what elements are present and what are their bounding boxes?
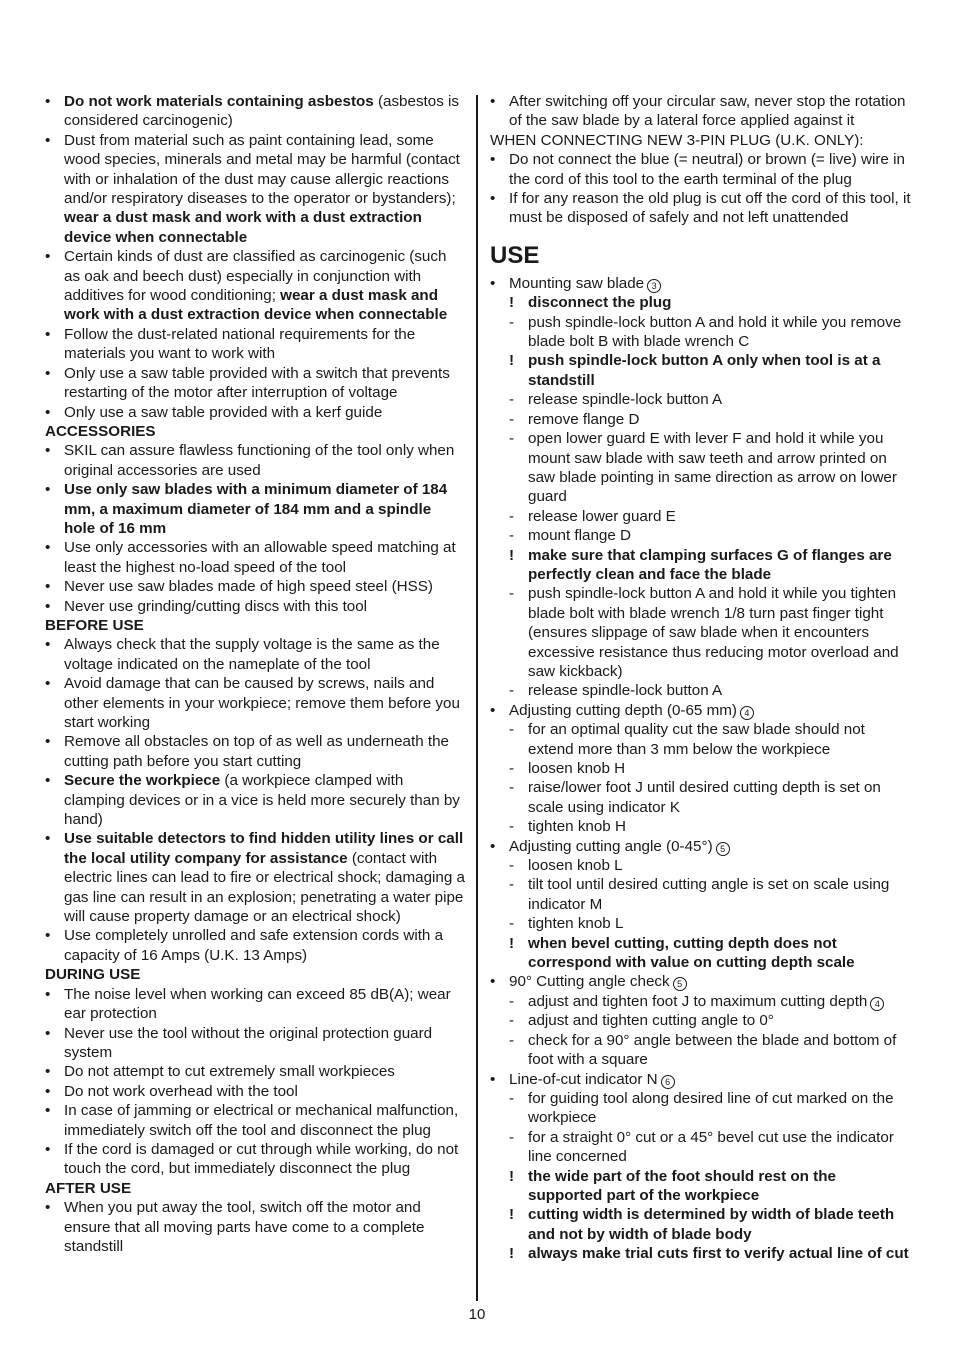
bullet-mark: • — [45, 597, 51, 615]
bullet-mark: • — [45, 733, 51, 751]
sub-step — [509, 1011, 912, 1030]
sub-step — [509, 992, 912, 1011]
text: open lower guard E with lever F and hold it while you mount saw blade with saw teeth and arrow printed on saw blade pointing in same direction as arrow on lower guard — [528, 430, 897, 506]
text: Only use a saw table provided with a kerf guide — [64, 403, 383, 421]
dash-mark: - — [509, 391, 515, 409]
warning-note — [509, 1244, 912, 1263]
text: Do not connect the blue (= neutral) or brown (= live) wire in the cord of this tool to the earth terminal of the plug — [509, 151, 905, 188]
dash-mark: - — [509, 818, 515, 836]
bullet-mark: • — [45, 248, 51, 266]
bullet-item — [45, 635, 465, 674]
dash-mark: - — [509, 857, 515, 875]
item-text — [528, 934, 912, 973]
sub-step — [509, 914, 912, 933]
item-text — [509, 92, 912, 131]
figure-ref-icon: 5 — [673, 977, 687, 991]
item-text — [64, 480, 465, 538]
item-text — [64, 577, 465, 596]
item-text — [64, 985, 465, 1024]
sub-step — [509, 817, 912, 836]
item-text — [64, 403, 465, 422]
text: remove flange D — [528, 410, 640, 428]
bullet-item — [45, 403, 465, 422]
bullet-item — [45, 829, 465, 926]
text: Mounting saw blade — [509, 274, 645, 292]
text: Never use grinding/cutting discs with this tool — [64, 597, 368, 615]
text: adjust and tighten foot J to maximum cutting depth — [528, 992, 868, 1010]
text: the wide part of the foot should rest on the supported part of the workpiece — [528, 1167, 836, 1204]
figure-ref-icon: 6 — [661, 1075, 675, 1089]
dash-mark: - — [509, 1031, 515, 1049]
text: SKIL can assure flawless functioning of the tool only when original accessories are used — [64, 442, 455, 479]
text: for an optimal quality cut the saw blade should not extend more than 3 mm below the workpiece — [528, 721, 865, 758]
item-text — [528, 1167, 912, 1206]
bullet-item — [490, 92, 912, 131]
text: tighten knob H — [528, 818, 626, 836]
dash-mark: - — [509, 430, 515, 448]
bullet-mark: • — [45, 1063, 51, 1081]
dash-mark: - — [509, 313, 515, 331]
sub-step — [509, 720, 912, 759]
text: Do not work overhead with the tool — [64, 1082, 298, 1100]
text: Never use the tool without the original protection guard system — [64, 1024, 433, 1061]
bullet-item — [490, 189, 912, 228]
bullet-item — [45, 325, 465, 364]
text: Never use saw blades made of high speed steel (HSS) — [64, 578, 433, 596]
text: Use completely unrolled and safe extension cords with a capacity of 16 Amps (U.K. 13 Amps) — [64, 927, 444, 964]
bullet-mark: • — [45, 1102, 51, 1120]
dash-mark: - — [509, 507, 515, 525]
sub-step — [509, 778, 912, 817]
bold-text: Use suitable detectors to find hidden utility lines or call the local utility company for assistance — [64, 830, 464, 867]
text: release spindle-lock button A — [528, 682, 723, 700]
bullet-item — [45, 1024, 465, 1063]
warning-note — [509, 1167, 912, 1206]
bullet-item — [45, 131, 465, 247]
item-text — [528, 313, 912, 352]
warning-note — [509, 1205, 912, 1244]
item-text — [64, 1062, 465, 1081]
item-text — [509, 189, 912, 228]
item-text — [64, 364, 465, 403]
bullet-mark: • — [490, 701, 496, 719]
item-text — [64, 829, 465, 926]
bullet-mark: • — [490, 274, 496, 292]
text: If the cord is damaged or cut through while working, do not touch the cord, but immediately disconnect the plug — [64, 1140, 459, 1178]
item-text — [528, 992, 912, 1011]
text: (contact with electric lines can lead to fire or electrical shock; damaging a gas line can result in an explosion; penetrating a water pipe will cause property damage or an electrical shock) — [64, 849, 465, 926]
dash-mark: - — [509, 721, 515, 739]
text: push spindle-lock button A and hold it while you remove blade bolt B with blade wrench C — [528, 313, 902, 351]
text: tilt tool until desired cutting angle is set on scale using indicator M — [528, 876, 890, 913]
figure-ref-icon: 3 — [647, 279, 661, 293]
item-text — [509, 837, 912, 856]
text: Adjusting cutting angle (0-45°) — [509, 837, 713, 855]
dash-mark: - — [509, 915, 515, 933]
item-text — [64, 597, 465, 616]
section-heading: WHEN CONNECTING NEW 3-PIN PLUG (U.K. ONLY): — [490, 131, 864, 149]
section-title: USE — [490, 241, 540, 269]
text: make sure that clamping surfaces G of flanges are perfectly clean and face the blade — [528, 546, 892, 583]
text: adjust and tighten cutting angle to 0° — [528, 1012, 774, 1030]
bullet-mark: • — [490, 1070, 496, 1088]
item-text — [64, 538, 465, 577]
bullet-mark: • — [45, 539, 51, 557]
exclamation-mark: ! — [509, 546, 515, 564]
figure-ref-icon: 4 — [870, 997, 884, 1011]
item-text — [64, 1198, 465, 1256]
bullet-item — [490, 1070, 912, 1089]
sub-step — [509, 507, 912, 526]
bullet-mark: • — [45, 93, 51, 110]
bullet-item — [45, 577, 465, 596]
sub-step — [509, 759, 912, 778]
exclamation-mark: ! — [509, 294, 515, 312]
exclamation-mark: ! — [509, 1245, 515, 1263]
bullet-item — [45, 597, 465, 616]
item-text — [509, 150, 912, 189]
item-text — [528, 1244, 912, 1263]
bullet-mark: • — [45, 1024, 51, 1042]
bullet-item — [45, 480, 465, 538]
bold-text: wear a dust mask and work with a dust extraction device when connectable — [64, 287, 448, 324]
item-text — [528, 429, 912, 507]
sub-step — [509, 410, 912, 429]
bullet-mark: • — [490, 151, 496, 169]
bullet-item — [45, 538, 465, 577]
dash-mark: - — [509, 585, 515, 603]
text: Remove all obstacles on top of as well as underneath the cutting path before you start cutting — [64, 733, 449, 770]
item-text — [528, 293, 912, 312]
bullet-mark: • — [45, 830, 51, 848]
text: 90° Cutting angle check — [509, 973, 670, 991]
item-text — [528, 1128, 912, 1167]
text: for guiding tool along desired line of cut marked on the workpiece — [528, 1089, 894, 1127]
warning-note — [509, 546, 912, 585]
text: push spindle-lock button A and hold it while you tighten blade bolt with blade wrench 1/8 turn past finger tight (ensures slippage of saw blade when it encounters excessive resistance thus reducing motor overload and saw kickback) — [528, 585, 899, 680]
text: After switching off your circular saw, never stop the rotation of the saw blade by a lateral force applied against it — [509, 93, 906, 130]
item-text — [528, 817, 912, 836]
warning-note — [509, 934, 912, 973]
sub-step — [509, 1089, 912, 1128]
item-text — [509, 972, 912, 991]
item-text — [528, 1089, 912, 1128]
page-number: 10 — [468, 1306, 486, 1323]
item-text — [528, 584, 912, 681]
item-text — [528, 778, 912, 817]
bullet-mark: • — [45, 131, 51, 149]
item-text — [528, 526, 912, 545]
section-heading: BEFORE USE — [45, 616, 144, 634]
section-heading: ACCESSORIES — [45, 422, 156, 440]
text: Adjusting cutting depth (0-65 mm) — [509, 701, 737, 719]
figure-ref-icon: 4 — [740, 706, 754, 720]
column-divider — [476, 95, 478, 1301]
dash-mark: - — [509, 527, 515, 545]
bullet-mark: • — [45, 442, 51, 460]
text: disconnect the plug — [528, 294, 672, 312]
bullet-item — [45, 364, 465, 403]
exclamation-mark: ! — [509, 352, 515, 370]
text: Follow the dust-related national requirements for the materials you want to work with — [64, 325, 416, 363]
sub-step — [509, 526, 912, 545]
text: check for a 90° angle between the blade and bottom of foot with a square — [528, 1031, 897, 1069]
sub-step — [509, 390, 912, 409]
item-text — [64, 771, 465, 829]
sub-step — [509, 1031, 912, 1070]
text: Always check that the supply voltage is the same as the voltage indicated on the nameplate of the tool — [64, 636, 440, 673]
sub-step — [509, 584, 912, 681]
item-text — [528, 914, 912, 933]
sub-step — [509, 429, 912, 507]
item-text — [509, 274, 912, 293]
item-text — [64, 131, 465, 247]
bullet-mark: • — [45, 481, 51, 499]
text: Use only accessories with an allowable speed matching at least the highest no-load speed of the tool — [64, 539, 456, 576]
dash-mark: - — [509, 682, 515, 700]
warning-note — [509, 293, 912, 312]
dash-mark: - — [509, 1089, 515, 1107]
text: cutting width is determined by width of blade teeth and not by width of blade body — [528, 1206, 895, 1243]
text: tighten knob L — [528, 915, 624, 933]
item-text — [64, 247, 465, 325]
bullet-mark: • — [45, 675, 51, 693]
bullet-item — [490, 701, 912, 720]
sub-step — [509, 875, 912, 914]
bold-text: Secure the workpiece — [64, 772, 221, 790]
item-text — [64, 1101, 465, 1140]
item-text — [528, 1011, 912, 1030]
item-text — [64, 732, 465, 771]
bullet-mark: • — [45, 364, 51, 382]
bullet-item — [45, 1062, 465, 1081]
dash-mark: - — [509, 760, 515, 777]
dash-mark: - — [509, 410, 515, 428]
sub-step — [509, 856, 912, 875]
item-text — [64, 635, 465, 674]
bold-text: Use only saw blades with a minimum diameter of 184 mm, a maximum diameter of 184 mm and a spindle hole of 16 mm — [64, 481, 448, 537]
bullet-mark: • — [45, 578, 51, 596]
bullet-item — [490, 150, 912, 189]
warning-note — [509, 351, 912, 390]
dash-mark: - — [509, 992, 515, 1010]
dash-mark: - — [509, 779, 515, 797]
item-text — [528, 875, 912, 914]
bullet-mark: • — [45, 1140, 51, 1158]
bullet-mark: • — [45, 325, 51, 343]
right-column — [490, 92, 912, 1264]
bullet-mark: • — [490, 973, 496, 991]
item-text — [528, 507, 912, 526]
text: release spindle-lock button A — [528, 391, 723, 409]
item-text — [528, 351, 912, 390]
sub-step — [509, 313, 912, 352]
bullet-item — [45, 674, 465, 732]
text: loosen knob H — [528, 760, 626, 777]
text: In case of jamming or electrical or mechanical malfunction, immediately switch off the tool and disconnect the plug — [64, 1102, 459, 1139]
bold-text: wear a dust mask and work with a dust extraction device when connectable — [64, 209, 422, 246]
text: Line-of-cut indicator N — [509, 1070, 658, 1088]
text: for a straight 0° cut or a 45° bevel cut use the indicator line concerned — [528, 1128, 894, 1166]
item-text — [64, 325, 465, 364]
exclamation-mark: ! — [509, 1206, 515, 1224]
text: The noise level when working can exceed 85 dB(A); wear ear protection — [64, 985, 451, 1023]
bullet-mark: • — [490, 190, 496, 208]
text: raise/lower foot J until desired cutting depth is set on scale using indicator K — [528, 779, 881, 816]
item-text — [64, 1024, 465, 1063]
item-text — [528, 1031, 912, 1070]
text: always make trial cuts first to verify actual line of cut — [528, 1245, 909, 1263]
text: loosen knob L — [528, 857, 623, 875]
bullet-item — [45, 441, 465, 480]
item-text — [509, 701, 912, 720]
text: Dust from material such as paint containing lead, some wood species, minerals and metal may be harmful (contact with or inhalation of the dust may cause allergic reactions and/or respiratory diseases to the operator or bystanders); — [64, 131, 460, 208]
item-text — [64, 674, 465, 732]
figure-ref-icon: 5 — [716, 842, 730, 856]
section-heading: DURING USE — [45, 966, 141, 984]
bullet-mark: • — [490, 93, 496, 110]
bullet-item — [45, 732, 465, 771]
bullet-item — [45, 1198, 465, 1256]
bullet-mark: • — [490, 837, 496, 855]
bullet-item — [45, 771, 465, 829]
text: Only use a saw table provided with a switch that prevents restarting of the motor after interruption of voltage — [64, 364, 450, 402]
bullet-item — [45, 247, 465, 325]
text: release lower guard E — [528, 507, 676, 525]
exclamation-mark: ! — [509, 934, 515, 952]
exclamation-mark: ! — [509, 1167, 515, 1185]
bullet-item — [45, 985, 465, 1024]
text: (asbestos is considered carcinogenic) — [64, 93, 459, 130]
bullet-mark: • — [45, 772, 51, 790]
text: push spindle-lock button A only when tool is at a standstill — [528, 352, 881, 389]
bullet-mark: • — [45, 985, 51, 1003]
bullet-mark: • — [45, 927, 51, 945]
item-text — [64, 926, 465, 965]
item-text — [528, 720, 912, 759]
bullet-item — [45, 1082, 465, 1101]
item-text — [528, 410, 912, 429]
sub-step — [509, 681, 912, 700]
text: mount flange D — [528, 527, 631, 545]
text: Do not attempt to cut extremely small workpieces — [64, 1063, 395, 1081]
item-text — [528, 856, 912, 875]
bullet-item — [490, 274, 912, 293]
item-text — [528, 546, 912, 585]
bullet-item — [45, 1101, 465, 1140]
dash-mark: - — [509, 1128, 515, 1146]
item-text — [64, 1082, 465, 1101]
item-text — [528, 1205, 912, 1244]
item-text — [509, 1070, 912, 1089]
item-text — [528, 681, 912, 700]
text: Avoid damage that can be caused by screws, nails and other elements in your workpiece; remove them before you start working — [64, 675, 460, 731]
section-heading: AFTER USE — [45, 1179, 132, 1197]
bullet-mark: • — [45, 1199, 51, 1217]
dash-mark: - — [509, 876, 515, 894]
item-text — [528, 759, 912, 778]
bold-text: Do not work materials containing asbestos — [64, 93, 374, 110]
item-text — [64, 1140, 465, 1179]
bullet-item — [45, 926, 465, 965]
bullet-mark: • — [45, 1082, 51, 1100]
item-text — [64, 92, 465, 131]
text: (a workpiece clamped with clamping devices or in a vice is held more securely than by hand) — [64, 772, 460, 829]
left-column — [45, 92, 465, 1256]
bullet-item — [490, 837, 912, 856]
bullet-item — [490, 972, 912, 991]
text: Certain kinds of dust are classified as carcinogenic (such as oak and beech dust) especially in conjunction with additives for wood conditioning; — [64, 248, 447, 305]
bullet-mark: • — [45, 636, 51, 654]
dash-mark: - — [509, 1012, 515, 1030]
bullet-mark: • — [45, 403, 51, 421]
text: when bevel cutting, cutting depth does not correspond with value on cutting depth scale — [528, 934, 855, 972]
text: If for any reason the old plug is cut off the cord of this tool, it must be disposed of safely and not left unattended — [509, 190, 911, 227]
bullet-item — [45, 92, 465, 131]
text: When you put away the tool, switch off the motor and ensure that all moving parts have come to a complete standstill — [64, 1199, 425, 1255]
sub-step — [509, 1128, 912, 1167]
item-text — [64, 441, 465, 480]
bullet-item — [45, 1140, 465, 1179]
item-text — [528, 390, 912, 409]
